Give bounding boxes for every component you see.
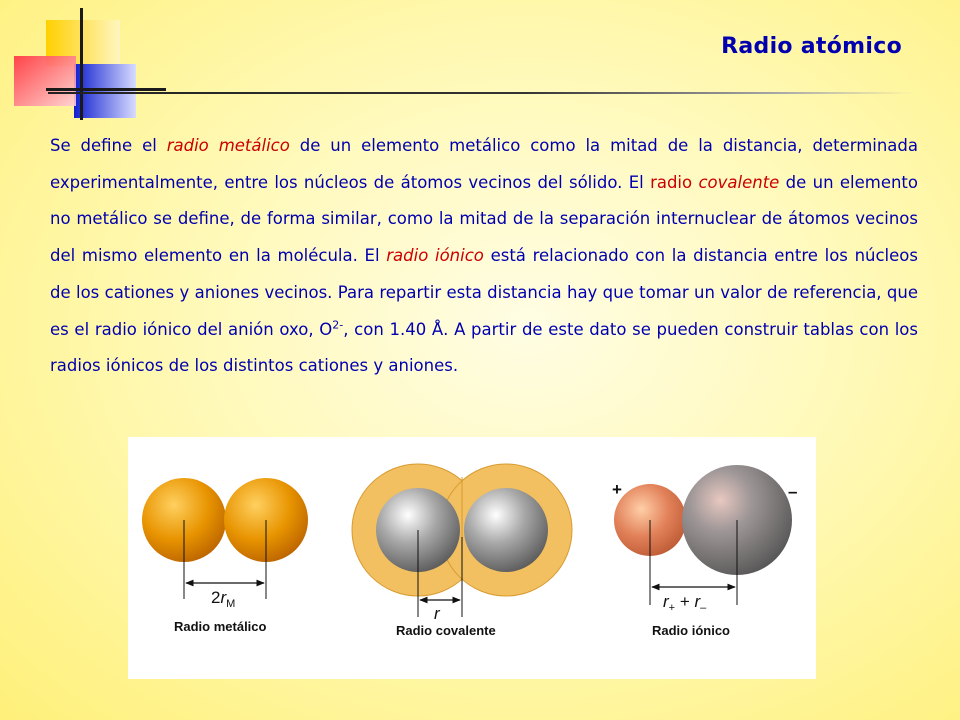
anion-charge: – bbox=[788, 482, 798, 501]
ionic-label bbox=[663, 592, 707, 614]
caption-covalent: Radio covalente bbox=[396, 623, 496, 638]
logo-graphic bbox=[0, 0, 200, 125]
ionic-radius-panel bbox=[612, 465, 797, 638]
ionic-label-op: + bbox=[675, 592, 695, 611]
caption-ionic: Radio iónico bbox=[652, 623, 730, 638]
title-underline bbox=[48, 92, 913, 94]
page-title: Radio atómico bbox=[721, 34, 902, 59]
covalent-label: r bbox=[434, 604, 440, 623]
term-radio-metalico: radio metálico bbox=[166, 136, 290, 155]
text-segment: de un elemento metálico como la mitad de la distancia, determinada experimentalmente, entre los núcleos de átomos vecinos del sólido. El bbox=[50, 136, 919, 192]
metallic-label-sub: M bbox=[226, 598, 236, 610]
ionic-label-sub1: + bbox=[668, 602, 676, 614]
text-segment: Se define el bbox=[50, 136, 167, 155]
metallic-radius-panel bbox=[142, 478, 308, 634]
term-covalente: covalente bbox=[698, 172, 780, 192]
ionic-label-sub2: – bbox=[700, 602, 707, 614]
logo-horizontal-line bbox=[46, 88, 166, 91]
ionic-label-r1: r bbox=[663, 592, 669, 611]
text-segment: , con 1.40 Å. A partir de este dato se pueden construir tablas con los radios iónicos de los distintos cationes y aniones. bbox=[50, 319, 918, 376]
logo-vertical-line bbox=[80, 8, 83, 120]
covalent-atom-right bbox=[464, 488, 548, 572]
cation-charge: + bbox=[612, 480, 622, 499]
logo-red-square bbox=[14, 56, 76, 106]
atomic-radius-figure bbox=[128, 437, 816, 679]
text-segment: de un elemento no metálico se define, de forma similar, como la mitad de la separación internuclear de átomos vecinos del mismo elemento en la molécula. El bbox=[50, 172, 918, 266]
body-paragraph bbox=[50, 128, 918, 385]
term-radio: radio bbox=[650, 172, 693, 192]
atomic-radius-diagram bbox=[128, 437, 816, 679]
metallic-label bbox=[211, 588, 235, 610]
covalent-radius-panel bbox=[352, 464, 572, 638]
metallic-label-var: r bbox=[220, 588, 227, 607]
logo bbox=[0, 0, 200, 125]
oxo-charge: 2- bbox=[332, 318, 344, 332]
ionic-label-r2: r bbox=[694, 592, 701, 611]
text-segment: está relacionado con la distancia entre los núcleos de los cationes y aniones vecinos. Para repartir esta distancia hay que tomar un valor de referencia, que es el radio iónico del anión oxo, O bbox=[50, 246, 918, 339]
term-radio-ionico: radio iónico bbox=[386, 246, 484, 266]
metallic-label-coef: 2 bbox=[211, 588, 221, 607]
caption-metallic: Radio metálico bbox=[174, 619, 267, 634]
